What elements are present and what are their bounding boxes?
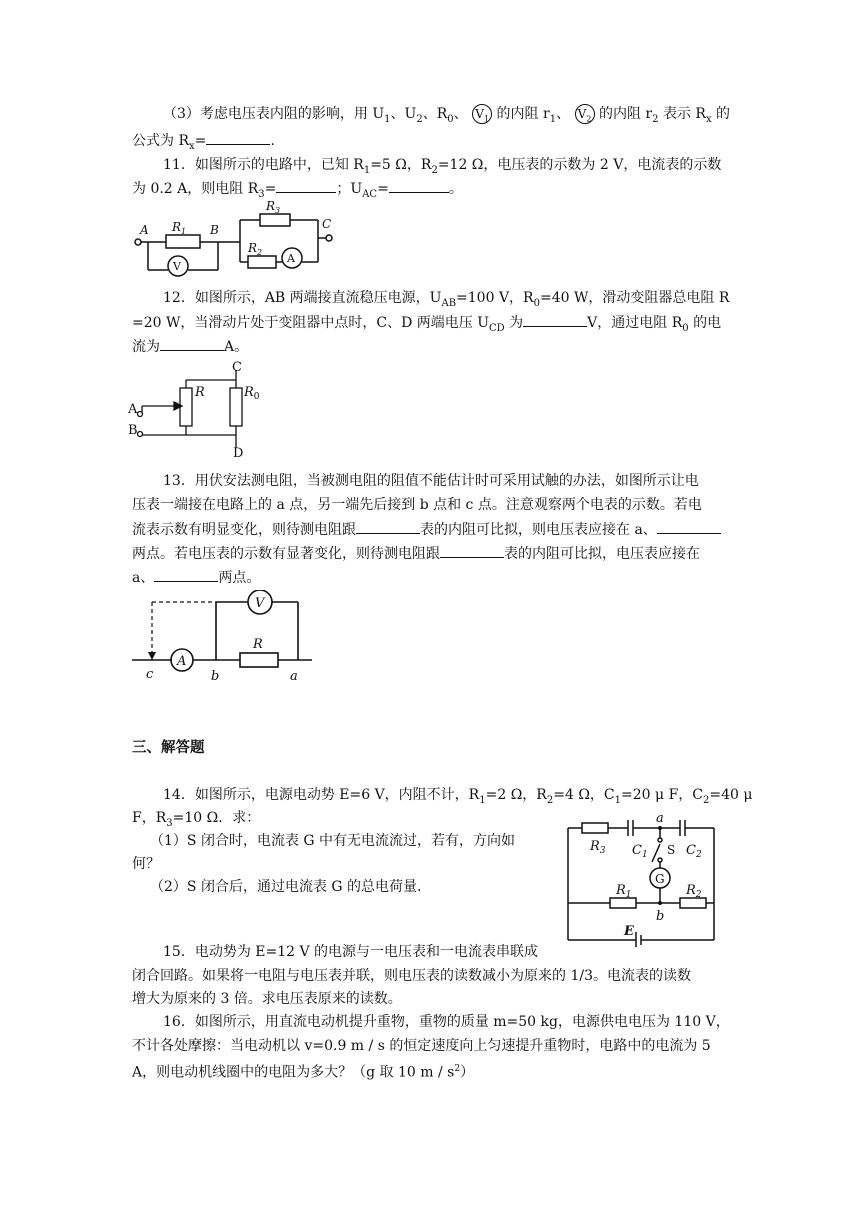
label-R1: $R_1$ [172,220,187,236]
q13-line1: 13．用伏安法测电阻，当被测电阻的阻值不能估计时可采用试触的办法，如图所示让电 [163,473,699,489]
q12-line2: =20 W，当滑动片处于变阻器中点时，C、D 两端电压 $U_{CD}$ 为 V，通过电阻 $R_0$ 的电 [132,312,721,339]
label-B: B [128,423,138,438]
q13-circuit-diagram [130,590,315,686]
q14-part2: （2）S 闭合后，通过电流表 G 的总电荷量. [150,879,422,895]
q13-line5: a、 两点。 [132,567,260,588]
label-a: a [290,669,298,684]
q14-part1-line1: （1）S 闭合时，电流表 G 中有无电流流过，若有，方向如 [150,833,516,849]
q12-circuit-diagram [128,360,268,460]
label-C2: $C_2$ [686,843,702,860]
voltmeter-icon: V [255,596,265,611]
label-D: D [233,446,244,460]
q11-line1: 11．如图所示的电路中，已知 $R_1=5$ Ω，$R_2=12$ Ω，电压表的示数为 2 V，电流表的示数 [163,157,722,176]
q10-part3-line2: 公式为 $R_x=$ . [132,130,275,157]
label-a: a [656,812,664,826]
answer-blank[interactable] [389,178,449,193]
answer-blank[interactable] [440,543,504,558]
q13-line4: 两点。若电压表的示数有显著变化，则待测电阻跟 表的内阻可比拟，电压表应接在 [132,543,700,564]
label-C1: $C_1$ [632,843,648,860]
answer-blank[interactable] [206,130,270,145]
q14-circuit-diagram [562,812,722,947]
q12-line3: 流为 A。 [132,336,248,357]
q16-line3: A，则电动机线圈中的电阻为多大？（g 取 10 m / $s^2$） [132,1064,475,1081]
answer-blank[interactable] [657,519,721,534]
q13-line2: 压表一端接在电路上的 a 点，另一端先后接到 b 点和 c 点。注意观察两个电表的示数。若电 [132,497,702,513]
ammeter-icon: A [287,252,295,265]
q13-line3: 流表示数有明显变化，则待测电阻跟 表的内阻可比拟，则电压表应接在 a、 [132,519,721,540]
q15-line1: 15．电动势为 E=12 V 的电源与一电压表和一电流表串联成 [163,944,539,960]
q14-line2: F，$R_3=10$ Ω．求： [132,810,261,829]
label-R2: $R_2$ [686,883,702,900]
answer-blank[interactable] [523,312,587,327]
q15-line2: 闭合回路。如果将一电阻与电压表并联，则电压表的读数减小为原来的 1/3。电流表的读数 [132,968,691,984]
label-A: A [140,223,149,237]
ammeter-icon: A [177,654,187,669]
label-c: c [146,667,154,682]
label-R2: $R_2$ [248,241,263,257]
q14-line1: 14．如图所示，电源电动势 E=6 V，内阻不计，$R_1=2$ Ω，$R_2=4$ Ω，$C_1=20$ μ F，$C_2=40$ μ [163,787,753,806]
q11-circuit-diagram [132,198,347,278]
label-C: C [322,217,332,231]
label-E: E [624,924,634,939]
label-b: b [211,669,220,684]
label-R3: $R_3$ [266,199,281,215]
answer-blank[interactable] [154,567,218,582]
label-R1: $R_1$ [616,883,632,900]
label-C: C [232,360,242,375]
q16-line1: 16．如图所示，用直流电动机提升重物，重物的质量 m=50 kg，电源供电电压为 110 V， [163,1014,730,1030]
q15-line3: 增大为原来的 3 倍。求电压表原来的读数。 [132,991,402,1007]
q11-line2: 为 0.2 A，则电阻 $R_3=$ ；$U_{AC}=$ 。 [132,178,463,205]
voltmeter-v2-icon: $V_2$ [575,104,595,124]
answer-blank[interactable] [160,336,224,351]
q10-part3-line1: （3）考虑电压表内阻的影响，用 $U_1$、$U_2$、$R_0$、 $V_1$ 的内阻 $r_1$、 $V_2$ 的内阻 $r_2$ 表示 $R_x$ 的 [163,106,731,125]
voltmeter-v1-icon: $V_1$ [472,104,492,124]
answer-blank[interactable] [276,178,336,193]
label-b: b [656,909,665,924]
label-R: R [253,637,263,652]
galvanometer-icon: G [655,872,665,886]
q14-part1-line2: 何？ [132,856,160,872]
label-R: R [195,385,205,400]
label-S: S [667,843,676,857]
voltmeter-icon: V [173,260,181,273]
q12-line1: 12．如图所示，AB 两端接直流稳压电源，$U_{AB}=100$ V，$R_0=40$ W，滑动变阻器总电阻 R [163,290,730,309]
label-B: B [210,223,219,237]
label-R3: $R_3$ [590,839,606,856]
label-A: A [128,402,138,417]
label-R0: $R_0$ [244,385,260,402]
answer-blank[interactable] [356,519,420,534]
q16-line2: 不计各处摩擦：当电动机以 v=0.9 m / s 的恒定速度向上匀速提升重物时，电路中的电流为 5 [132,1038,711,1054]
section-heading: 三、解答题 [132,739,205,756]
